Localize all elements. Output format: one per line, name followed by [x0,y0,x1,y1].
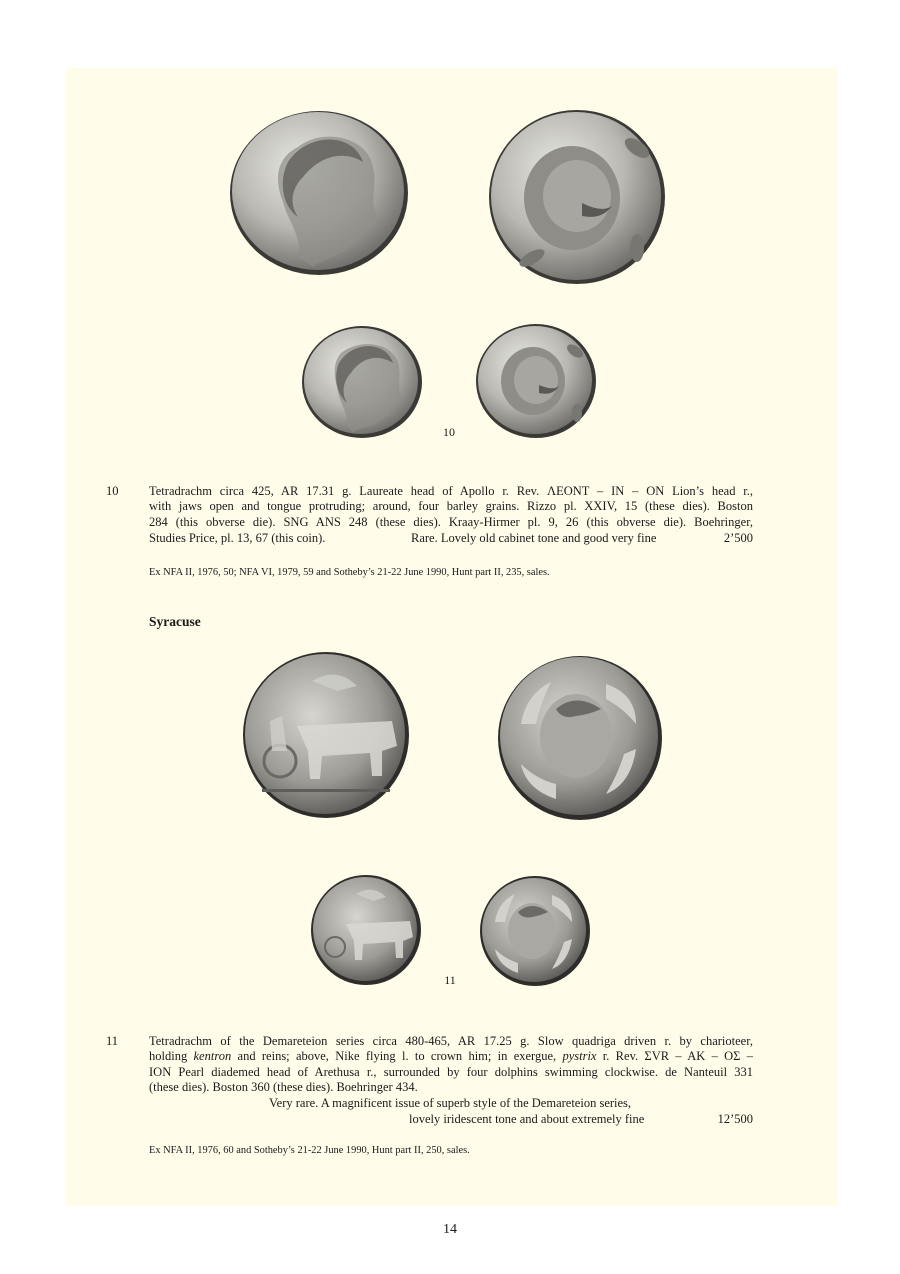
section-heading: Syracuse [149,614,201,629]
lot-10-line-1: Tetradrachm circa 425, AR 17.31 g. Laureate head of Apollo r. Rev. ΛEONT – IN – ON Lion’s head r., [149,484,753,498]
lot-10-line-2: with jaws open and tongue protruding; around, four barley grains. Rizzo pl. XXIV, 15 (these dies). Boston [149,499,753,514]
lot-number-10: 10 [106,484,119,498]
lot-11-line-1: Tetradrachm of the Demareteion series circa 480-465, AR 17.25 g. Slow quadriga driven r. by charioteer, [149,1034,753,1048]
quadriga-obverse-coin-large [242,651,410,819]
lot-11-line-3: ION Pearl diademed head of Arethusa r., surrounded by four dolphins swimming clockwise. de Nanteuil 331 [149,1064,753,1079]
plate-number-11: 11 [444,973,456,987]
pystrix-term: pystrix [562,1049,597,1064]
lion-reverse-coin-small [475,323,597,439]
lion-reverse-coin-large [487,108,667,286]
kentron-term: kentron [193,1049,232,1064]
lot-10-line-4: Studies Price, pl. 13, 67 (this coin). [149,531,326,545]
plate-number-10: 10 [443,425,455,439]
lot-11-description [149,1034,753,1096]
lot-10-description [149,484,753,530]
page-number: 14 [443,1222,457,1237]
arethusa-reverse-coin-small [478,875,592,987]
lot-11-grade-line-2: lovely iridescent tone and about extremely fine [409,1112,645,1126]
lot-11-line-2: holding kentron and reins; above, Nike flying l. to crown him; in exergue, pystrix r. Rev. ΣVR – AK – OΣ – [149,1049,753,1064]
lot-10-grade: Rare. Lovely old cabinet tone and good very fine [411,531,657,545]
apollo-obverse-coin-small [301,325,423,439]
lot-11-provenance: Ex NFA II, 1976, 60 and Sotheby’s 21-22 June 1990, Hunt part II, 250, sales. [149,1145,470,1156]
lot-10-provenance: Ex NFA II, 1976, 50; NFA VI, 1979, 59 and Sotheby’s 21-22 June 1990, Hunt part II, 235, sales. [149,567,550,578]
lot-11-grade-line-1: Very rare. A magnificent issue of superb style of the Demareteion series, [269,1096,632,1110]
quadriga-obverse-coin-small [310,874,422,986]
lot-10-price: 2’500 [723,531,753,545]
lot-10-line-3: 284 (this obverse die). SNG ANS 248 (these dies). Kraay-Hirmer pl. 9, 26 (this obverse die). Boehringer, [149,514,753,529]
apollo-obverse-coin-large [228,107,410,277]
lot-number-11: 11 [106,1034,119,1048]
lot-11-price: 12’500 [717,1112,753,1126]
arethusa-reverse-coin-large [496,654,664,820]
lot-11-line-4: (these dies). Boston 360 (these dies). Boehringer 434. [149,1080,418,1095]
